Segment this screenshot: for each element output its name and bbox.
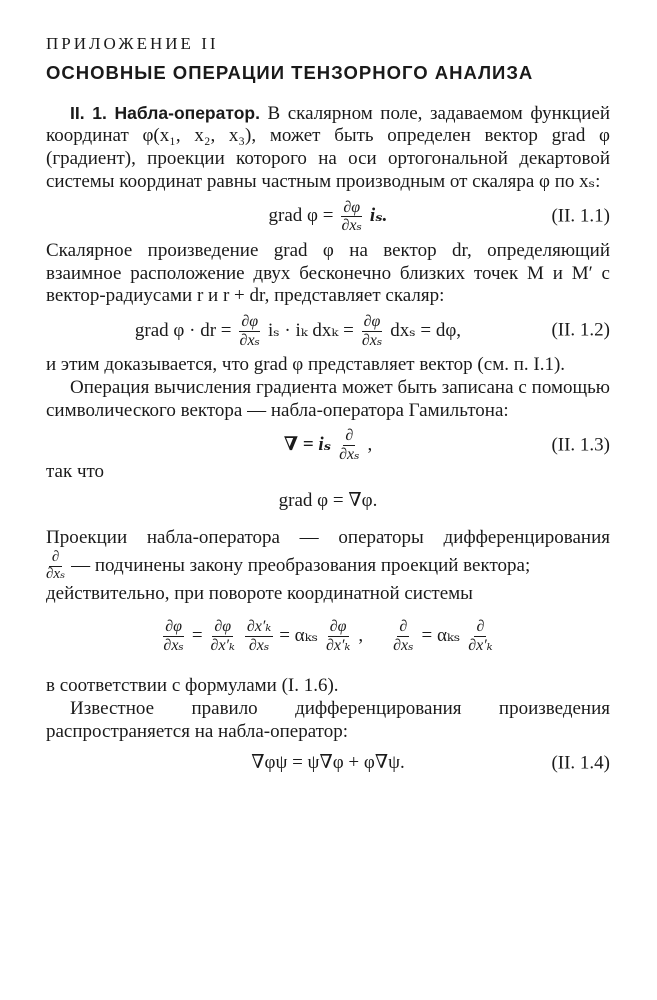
eq3-fraction: [337, 427, 361, 463]
paragraph-3: и этим доказывается, что grad φ представляет вектор (см. п. I.1).: [46, 354, 566, 376]
eq5-frac-3: [245, 618, 273, 654]
equation-2: [46, 308, 610, 354]
eq1-number: (II. 1.1): [551, 205, 610, 227]
paragraph-6-line-1: Проекции набла-оператора — операторы дифференцирования: [46, 527, 610, 549]
paragraph-1-text: В скалярном поле, задаваемом функцией координат φ(x₁, x₂, x₃), может быть определен вектор grad φ (градиент), проекции которого на оси ортогональной декартовой системы координат равны частным производным от скаляра φ по xₛ:: [46, 102, 610, 192]
equation-1: [46, 194, 610, 240]
eq5-comma: ,: [358, 625, 364, 647]
eq5-f1-den: ∂xₛ: [163, 636, 184, 654]
eq2-frac1-den: ∂xₛ: [239, 331, 260, 349]
eq5-frac-5: [391, 618, 415, 654]
eq5-frac-6: [466, 618, 494, 654]
eq2-number: (II. 1.2): [551, 319, 610, 341]
eq5-f5-den: ∂xₛ: [393, 636, 414, 654]
eq5-f4-den: ∂x′ₖ: [325, 636, 351, 654]
appendix-label: ПРИЛОЖЕНИЕ II: [46, 34, 219, 53]
eq5-equals-a: =: [191, 625, 203, 647]
eq5-f2-den: ∂x′ₖ: [210, 636, 235, 654]
eq6-text: ∇φψ = ψ∇φ + φ∇ψ.: [251, 752, 405, 774]
paragraph-5: так что: [46, 460, 105, 482]
p6-frac-num: ∂: [49, 550, 62, 567]
eq3-frac-den: ∂xₛ: [339, 446, 360, 464]
eq5-equals-c: = αₖₛ: [421, 625, 461, 647]
eq1-left: grad φ =: [268, 205, 334, 227]
paragraph-2: Скалярное произведение grad φ на вектор dr, определяющий взаимное расположение двух бесконечно близких точек M и M′ с вектор-радиусами r и r + dr, представляет скаляр:: [46, 239, 610, 307]
eq2-fraction-2: [360, 313, 384, 349]
paragraph-8: Известное правило дифференцирования произведения распространяется на набла-оператор:: [46, 698, 610, 743]
equation-3: [46, 423, 610, 469]
eq1-frac-den: ∂xₛ: [341, 217, 362, 235]
eq5-equals-b: = αₖₛ: [279, 625, 318, 647]
equation-4: [46, 483, 610, 519]
paragraph-1: [46, 103, 610, 194]
eq5-f3-num: ∂x′ₖ: [246, 618, 272, 636]
eq2-fraction-1: [238, 313, 262, 349]
p6-frac-den: ∂xₛ: [46, 565, 66, 582]
eq2-left: grad φ · dr =: [134, 319, 232, 341]
eq5-f2-num: ∂φ: [214, 618, 232, 636]
eq5-f4-num: ∂φ: [329, 618, 347, 636]
eq1-fraction: [340, 199, 364, 235]
equation-5: [46, 605, 610, 667]
paragraph-7: в соответствии с формулами (I. 1.6).: [46, 675, 339, 697]
eq1-frac-num: ∂φ: [343, 198, 361, 216]
p6-rest: — подчинены закону преобразования проекций вектора;: [71, 554, 531, 576]
eq2-frac2-num: ∂φ: [363, 313, 381, 331]
eq5-frac-2: [209, 618, 237, 654]
p6-fraction: [46, 550, 65, 583]
eq3-number: (II. 1.3): [551, 434, 610, 456]
eq5-frac-4: [324, 618, 352, 654]
eq5-f3-den: ∂xₛ: [248, 636, 270, 654]
eq3-right: ,: [367, 434, 373, 456]
eq5-f1-num: ∂φ: [165, 618, 182, 636]
eq3-left: ∇ = iₛ: [283, 434, 332, 456]
eq5-f5-num: ∂: [399, 618, 408, 636]
eq6-number: (II. 1.4): [551, 752, 610, 774]
paragraph-6-line-2: [46, 550, 610, 583]
paragraph-6-line-3: действительно, при повороте координатной системы: [46, 582, 473, 604]
eq2-mid: iₛ · iₖ dxₖ =: [267, 319, 354, 341]
eq2-frac2-den: ∂xₛ: [361, 331, 383, 349]
eq5-f6-num: ∂: [476, 618, 485, 636]
eq1-right: iₛ.: [369, 205, 388, 227]
eq5-f6-den: ∂x′ₖ: [468, 636, 493, 654]
eq3-frac-num: ∂: [345, 427, 354, 445]
section-heading: II. 1. Набла-оператор.: [70, 102, 260, 123]
eq4-text: grad φ = ∇φ.: [278, 489, 378, 511]
paragraph-4: Операция вычисления градиента может быть записана с помощью символического вектора — набла-оператора Гамильтона:: [46, 376, 610, 421]
page-title: ОСНОВНЫЕ ОПЕРАЦИИ ТЕНЗОРНОГО АНАЛИЗА: [46, 62, 534, 84]
eq2-frac1-num: ∂φ: [241, 313, 259, 331]
eq5-frac-1: [161, 618, 185, 654]
eq2-right: dxₛ = dφ,: [390, 319, 462, 341]
equation-6: [46, 744, 610, 784]
page: [46, 34, 610, 784]
